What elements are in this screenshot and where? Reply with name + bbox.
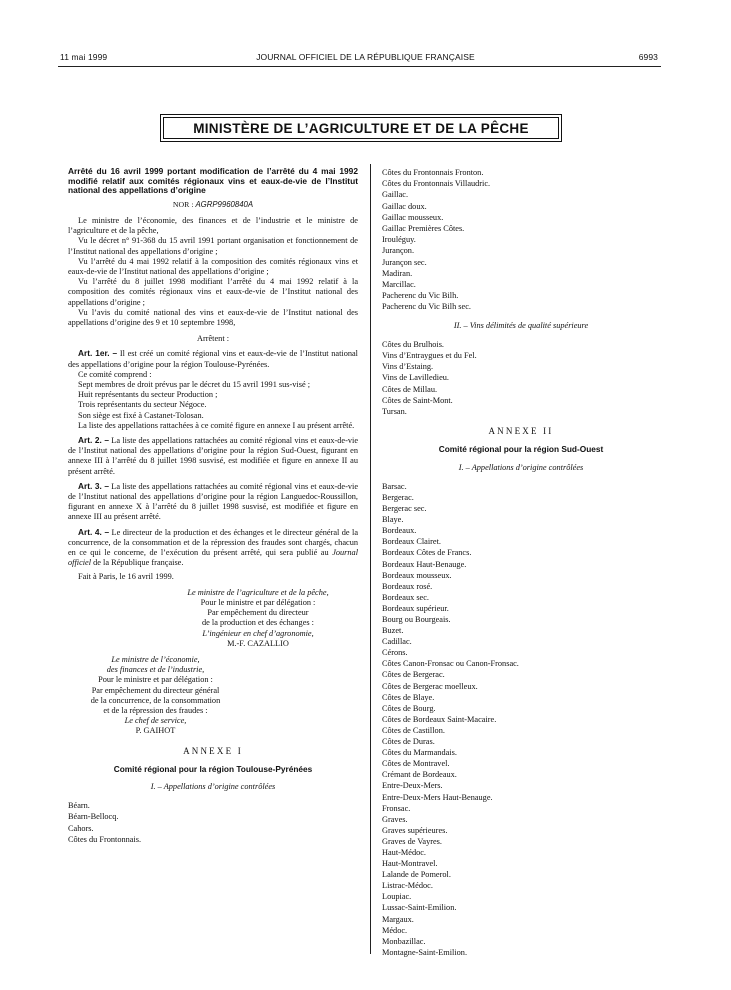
article-1-label: Art. 1er. –: [78, 348, 118, 359]
list-item: Vins d’Estaing.: [382, 362, 434, 372]
article-4-label: Art. 4. –: [78, 526, 110, 537]
list-item: Bordeaux rosé.: [382, 581, 433, 591]
annexe-2-list: [382, 481, 660, 958]
list-item: Côtes de Bergerac.: [382, 670, 445, 680]
composition-3: Trois représentants du secteur Négoce.: [78, 400, 207, 410]
list-item: Côtes du Frontonnais Fronton.: [382, 168, 484, 177]
annexe-1-heading: ANNEXE I: [183, 745, 243, 756]
sig-eco-line2: des finances et de l’industrie,: [106, 665, 205, 675]
list-item: Côtes du Frontonnais.: [68, 834, 142, 844]
list-item: Irouléguy.: [382, 235, 416, 245]
column-divider: [370, 164, 371, 954]
decree-intro: Le ministre de l’économie, des finances et de l’industrie et le ministre de l’agriculture et de la pêche,: [68, 215, 358, 236]
annexe-1-section-2: II. – Vins délimités de qualité supérieure: [453, 320, 589, 330]
list-item: Côtes Canon-Fronsac ou Canon-Fronsac.: [382, 659, 519, 669]
list-item: Cadillac.: [382, 637, 412, 647]
sig-agri-line3: Par empêchement du directeur: [207, 608, 309, 618]
visa-1: Vu le décret n° 91-368 du 15 avril 1991 portant organisation et fonctionnement de l’Institut national des appellations d’origine ;: [68, 236, 358, 256]
journal-title: JOURNAL OFFICIEL DE LA RÉPUBLIQUE FRANÇAISE: [256, 52, 475, 62]
list-item: Côtes de Bordeaux Saint-Macaire.: [382, 714, 497, 724]
page-number: 6993: [638, 52, 658, 62]
list-item: Pacherenc du Vic Bilh sec.: [382, 302, 471, 312]
list-item: Loupiac.: [382, 892, 412, 902]
list-item: Bordeaux Clairet.: [382, 537, 441, 547]
list-item: Côtes de Saint-Mont.: [382, 395, 453, 405]
list-item: Pacherenc du Vic Bilh.: [382, 291, 459, 301]
annexe-1-section-1: I. – Appellations d’origine contrôlées: [150, 781, 276, 791]
ministry-banner: [160, 114, 562, 142]
nor-reference: [68, 200, 358, 210]
list-item: Fronsac.: [382, 803, 411, 813]
article-4-text-a: Le directeur de la production et des échanges et le directeur général de la concurrence, de la consommation et de la répression des fraudes sont chargés, chacun en ce qui le concerne, de l’exécution du présent arrêté, qui sera publié au: [68, 527, 358, 558]
list-item: Lussac-Saint-Emilion.: [382, 903, 457, 913]
list-item: Vins d’Entraygues et du Fel.: [382, 351, 477, 361]
visa-3: Vu l’arrêté du 8 juillet 1998 modifiant l’arrêté du 4 mai 1992 relatif à la composition des comités régionaux vins et eaux-de-vie de l’Institut national des appellations d’origine ;: [68, 277, 358, 307]
list-item: Bordeaux mousseux.: [382, 570, 452, 580]
visa-2: Vu l’arrêté du 4 mai 1992 relatif à la composition des comités régionaux vins et eaux-de-vie de l’Institut national des appellations d’origine ;: [68, 256, 358, 276]
list-item: Buzet.: [382, 626, 404, 636]
list-item: Tursan.: [382, 407, 407, 417]
annexe-2-subheading: Comité régional pour la région Sud-Ouest: [438, 444, 604, 455]
arretent: Arrêtent :: [196, 334, 230, 344]
article-3: [68, 481, 358, 523]
article-4-text-b: de la République française.: [91, 558, 184, 568]
list-item: Entre-Deux-Mers Haut-Benauge.: [382, 792, 493, 802]
list-item: Margaux.: [382, 914, 414, 924]
sig-eco-line4: Par empêchement du directeur général: [91, 685, 220, 695]
list-item: Haut-Médoc.: [382, 847, 427, 857]
list-item: Cahors.: [68, 823, 94, 833]
list-item: Barsac.: [382, 481, 407, 491]
article-2: [68, 435, 358, 477]
list-item: Listrac-Médoc.: [382, 881, 433, 891]
list-item: Graves de Vayres.: [382, 836, 442, 846]
list-item: Béarn.: [68, 801, 90, 811]
article-4: [68, 527, 358, 569]
list-item: Blaye.: [382, 515, 404, 525]
list-item: Graves supérieures.: [382, 825, 448, 835]
article-1-text: Il est créé un comité régional vins et eaux-de-vie de l’Institut national des appellations d’origine pour la région Toulouse-Pyrénées.: [68, 349, 358, 369]
list-item: Côtes du Marmandais.: [382, 748, 457, 758]
list-item: Bergerac sec.: [382, 504, 427, 514]
list-item: Gaillac Premières Côtes.: [382, 224, 465, 234]
left-column: [68, 167, 358, 845]
list-item: Bordeaux.: [382, 526, 417, 536]
list-item: Gaillac mousseux.: [382, 212, 444, 222]
article-1: [68, 348, 358, 369]
list-item: Bordeaux sec.: [382, 592, 429, 602]
list-item: Crémant de Bordeaux.: [382, 770, 457, 780]
article-2-label: Art. 2. –: [78, 435, 109, 446]
article-3-text: La liste des appellations rattachées au comité régional vins et eaux-de-vie de l’Institut national des appellations d’origine pour la région Languedoc-Roussillon, figurant en annexe X à l’arrêté du 8 juillet 1998 susvisé, est modifiée et figure en annexe III au présent arrêté.: [68, 481, 359, 522]
list-item: Côtes de Bourg.: [382, 703, 436, 713]
list-item: Côtes de Castillon.: [382, 725, 445, 735]
list-item: Béarn-Bellocq.: [68, 812, 119, 822]
fait-a-paris: Fait à Paris, le 16 avril 1999.: [78, 572, 174, 582]
list-item: Côtes de Montravel.: [382, 759, 450, 769]
list-item: Gaillac doux.: [382, 201, 427, 211]
list-item: Marcillac.: [382, 280, 416, 290]
sig-eco-line8: P. GAIHOT: [135, 726, 176, 736]
sig-eco-line3: Pour le ministre et par délégation :: [98, 675, 213, 685]
list-item: Madiran.: [382, 268, 413, 278]
list-item: Côtes de Duras.: [382, 737, 435, 747]
signature-economie: [68, 655, 243, 737]
article-3-label: Art. 3. –: [78, 480, 109, 491]
list-item: Jurançon sec.: [382, 257, 427, 267]
sig-agri-line1: Le ministre de l’agriculture et de la pêche,: [187, 587, 329, 597]
annexe-1-subheading: Comité régional pour la région Toulouse-Pyrénées: [113, 763, 313, 774]
list-item: Côtes du Brulhois.: [382, 339, 444, 349]
header-rule: [58, 66, 661, 67]
list-item: Côtes du Frontonnais Villaudric.: [382, 179, 491, 189]
composition-2: Huit représentants du secteur Production ;: [78, 390, 218, 400]
liste-annexe: La liste des appellations rattachées à ce comité figure en annexe I au présent arrêté.: [78, 420, 355, 430]
list-item: Haut-Montravel.: [382, 859, 438, 869]
list-item: Cérons.: [382, 648, 408, 658]
list-item: Montagne-Saint-Emilion.: [382, 947, 468, 957]
composition-1: Sept membres de droit prévus par le décret du 15 avril 1991 sus-visé ;: [78, 380, 311, 390]
list-item: Bordeaux Côtes de Francs.: [382, 548, 472, 558]
sig-agri-line4: de la production et des échanges :: [202, 618, 314, 628]
list-item: Monbazillac.: [382, 936, 426, 946]
list-item: Côtes de Bergerac moelleux.: [382, 681, 478, 691]
list-item: Vins de Lavilledieu.: [382, 373, 450, 383]
sig-agri-line5: L’ingénieur en chef d’agronomie,: [202, 628, 314, 638]
list-item: Médoc.: [382, 925, 408, 935]
visa-4: Vu l’avis du comité national des vins et eaux-de-vie de l’Institut national des appellations d’origine des 9 et 10 septembre 1998,: [68, 307, 358, 328]
annexe-1-list: [68, 800, 358, 845]
sig-agri-line2: Pour le ministre et par délégation :: [200, 597, 316, 607]
signature-agriculture: [158, 588, 358, 649]
list-item: Côtes de Millau.: [382, 384, 438, 394]
sig-eco-line5: de la concurrence, de la consommation: [90, 695, 221, 705]
right-column: [382, 167, 660, 958]
annexe-2-heading: ANNEXE II: [488, 426, 554, 437]
list-item: Entre-Deux-Mers.: [382, 781, 443, 791]
annexe-1-list-continued: [382, 167, 660, 313]
composition-intro: Ce comité comprend :: [78, 369, 152, 379]
nor-code: AGRP9960840A: [195, 199, 254, 209]
ministry-title: MINISTÈRE DE L’AGRICULTURE ET DE LA PÊCHE: [193, 120, 529, 136]
sig-eco-line7: Le chef de service,: [124, 716, 187, 726]
list-item: Bergerac.: [382, 492, 414, 502]
list-item: Bordeaux Haut-Benauge.: [382, 559, 467, 569]
decree-title: Arrêté du 16 avril 1999 portant modification de l’arrêté du 4 mai 1992 modifié relatif aux comités régionaux vins et eaux-de-vie de l’Institut national des appellations d’origine: [68, 166, 358, 196]
sig-agri-line6: M.-F. CAZALLIO: [227, 638, 289, 648]
list-item: Bourg ou Bourgeais.: [382, 615, 451, 624]
list-item: Bordeaux supérieur.: [382, 603, 449, 613]
siege: Son siège est fixé à Castanet-Tolosan.: [78, 410, 204, 420]
sig-eco-line6: et de la répression des fraudes :: [103, 705, 208, 715]
list-item: Lalande de Pomerol.: [382, 870, 451, 880]
article-2-text: La liste des appellations rattachées au comité régional vins et eaux-de-vie de l’Institut national des appellations d’origine pour la région Sud-Ouest, figurant en annexe III à l’arrêté du 8 juillet 1998 susvisé, est modifiée et figure en annexe II au présent arrêté.: [68, 436, 359, 476]
nor-label: NOR :: [172, 199, 196, 209]
article-4-text-italic: Journal officiel: [68, 548, 358, 568]
list-item: Côtes de Blaye.: [382, 692, 435, 702]
annexe-1-vdqs-list: [382, 339, 660, 417]
sig-eco-line1: Le ministre de l’économie,: [111, 654, 200, 664]
list-item: Graves.: [382, 814, 408, 824]
header-date: 11 mai 1999: [60, 52, 108, 62]
list-item: Gaillac.: [382, 190, 409, 200]
list-item: Jurançon.: [382, 246, 415, 256]
annexe-2-section-1: I. – Appellations d’origine contrôlées: [458, 462, 584, 472]
